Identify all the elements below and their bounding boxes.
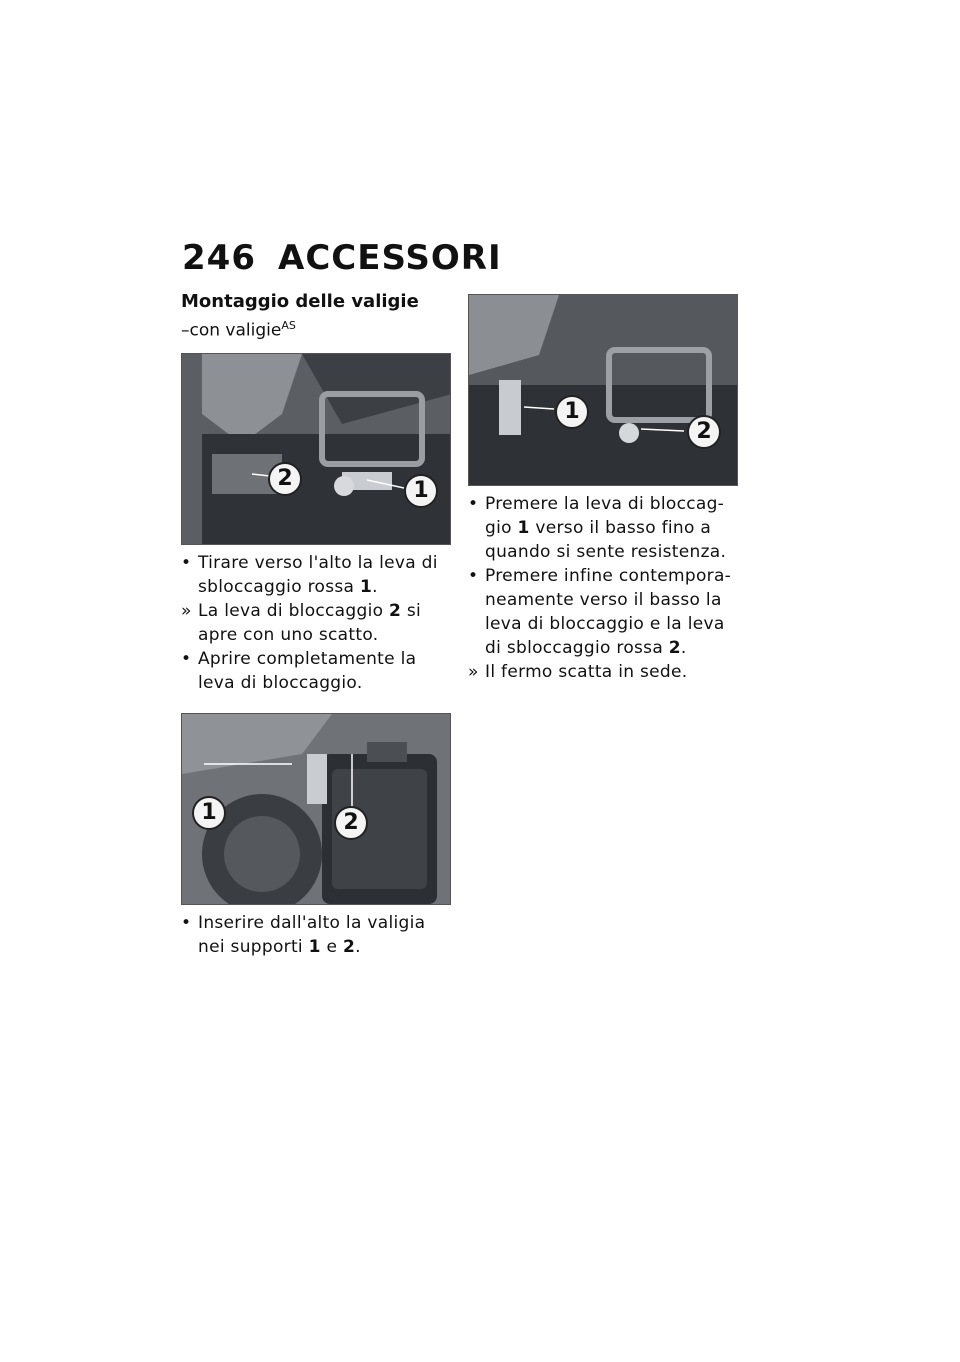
page-number: 246: [182, 238, 256, 278]
condition-note: –con valigie$^{AS}$: [181, 319, 296, 341]
case-lock-illustration: [182, 354, 451, 545]
steps-list-1: [181, 551, 453, 695]
step-item: • Inserire dall'alto la valigia nei supporti 1 e 2.: [181, 912, 426, 957]
case-lock-close-illustration: [469, 295, 738, 486]
page-header: [182, 238, 502, 278]
procedure-title: Montaggio delle valigie: [181, 291, 419, 312]
step-item: • Premere infine contempora-neamente verso il basso la leva di bloccaggio e la leva di sbloccaggio rossa 2.: [468, 566, 732, 658]
option-code: AS: [281, 319, 296, 332]
figure-case-lock-close: [468, 294, 738, 486]
step-item: • Tirare verso l'alto la leva di sbloccaggio rossa 1.: [181, 552, 438, 597]
section-title: ACCESSORI: [278, 238, 502, 278]
left-column: [181, 290, 453, 977]
step-item: • Premere la leva di bloccag-gio 1 verso il basso fino a quando si sente resistenza.: [468, 494, 727, 562]
step-item: • Aprire completamente la leva di bloccaggio.: [181, 648, 417, 693]
figure-case-lock-open: [181, 353, 451, 545]
callout-1: 1: [555, 395, 589, 429]
steps-list-3: [468, 492, 740, 684]
figure-case-mounting: [181, 713, 451, 905]
callout-2: 2: [334, 806, 368, 840]
result-item: » Il fermo scatta in sede.: [468, 662, 688, 682]
right-column: [468, 294, 740, 702]
callout-1: 1: [192, 796, 226, 830]
steps-list-2: [181, 911, 453, 959]
callout-2: 2: [687, 415, 721, 449]
callout-1: 1: [404, 474, 438, 508]
callout-2: 2: [268, 462, 302, 496]
result-item: » La leva di bloccaggio 2 si apre con uno scatto.: [181, 600, 422, 645]
